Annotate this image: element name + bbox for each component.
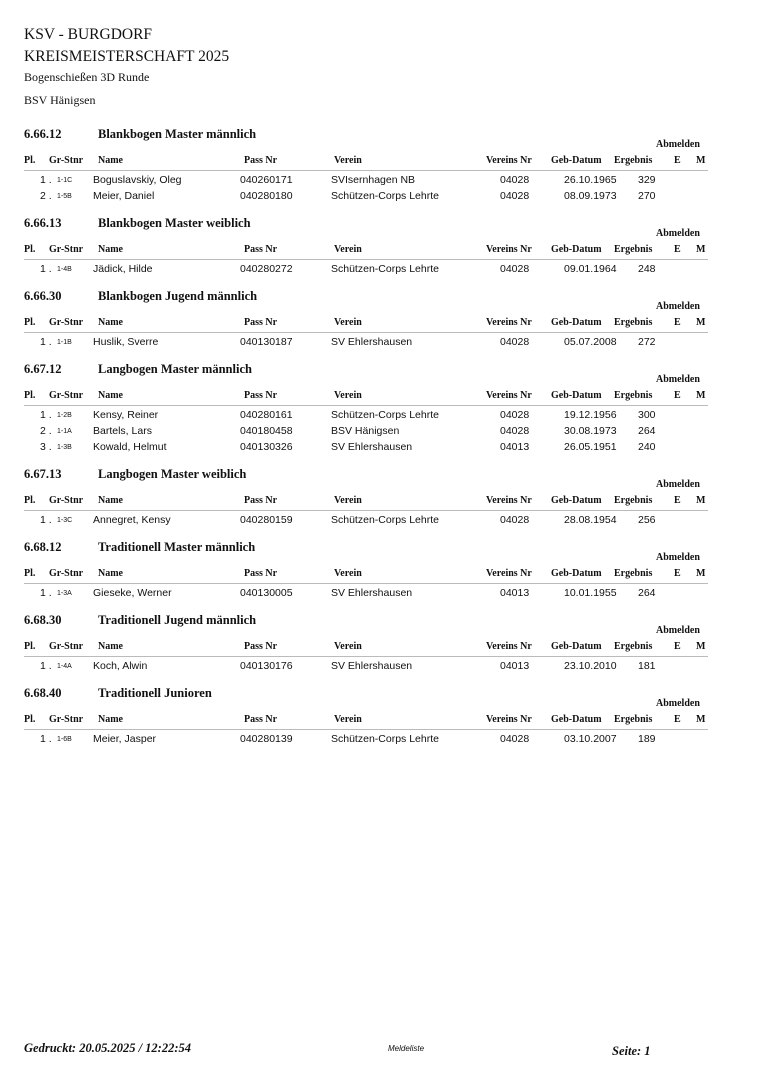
birth-date: 23.10.2010 [564, 660, 617, 672]
pass-number: 040130187 [240, 336, 293, 348]
column-header-verein: Verein [334, 390, 362, 401]
archer-name: Meier, Jasper [93, 733, 157, 745]
column-header-geb: Geb-Datum [551, 641, 602, 652]
place: 2 . [40, 190, 52, 202]
column-header-geb: Geb-Datum [551, 155, 602, 166]
archer-name: Kowald, Helmut [93, 441, 167, 453]
report-type: Meldeliste [388, 1044, 425, 1053]
column-header-vereins-nr: Vereins Nr [486, 317, 532, 328]
score: 189 [638, 733, 656, 745]
column-headers [0, 712, 768, 730]
column-header-e: E [674, 244, 681, 255]
column-header-verein: Verein [334, 155, 362, 166]
table-row [0, 171, 768, 187]
column-header-pass: Pass Nr [244, 390, 278, 401]
score: 181 [638, 660, 656, 672]
category-code: 6.66.12 [24, 127, 62, 141]
score: 329 [638, 174, 656, 186]
column-header-verein: Verein [334, 568, 362, 579]
club-number: 04013 [500, 587, 530, 599]
category-code: 6.68.30 [24, 613, 62, 627]
category-title: Traditionell Master männlich [98, 540, 256, 554]
score: 248 [638, 263, 656, 275]
column-headers [0, 388, 768, 406]
column-header-vereins-nr: Vereins Nr [486, 390, 532, 401]
column-header-m: M [696, 495, 706, 506]
column-header-m: M [696, 714, 706, 725]
table-row [0, 333, 768, 349]
column-header-m: M [696, 317, 706, 328]
table-row [0, 730, 768, 746]
group-stand: 1-6B [57, 736, 72, 743]
club-name: Schützen-Corps Lehrte [331, 190, 439, 202]
column-header-pass: Pass Nr [244, 568, 278, 579]
group-stand: 1-3B [57, 444, 72, 451]
table-row [0, 187, 768, 203]
column-header-geb: Geb-Datum [551, 390, 602, 401]
birth-date: 09.01.1964 [564, 263, 617, 275]
column-header-gr: Gr-Stnr [49, 390, 84, 401]
column-header-name: Name [98, 568, 123, 579]
table-row [0, 406, 768, 422]
club-name: SV Ehlershausen [331, 587, 413, 599]
birth-date: 03.10.2007 [564, 733, 617, 745]
archer-name: Boguslavskiy, Oleg [93, 174, 182, 186]
column-header-pl: Pl. [24, 155, 36, 166]
club-name: Schützen-Corps Lehrte [331, 409, 439, 421]
column-header-e: E [674, 390, 681, 401]
club-number: 04028 [500, 514, 530, 526]
club-name: SV Ehlershausen [331, 336, 413, 348]
pass-number: 040130326 [240, 441, 293, 453]
column-header-pl: Pl. [24, 244, 36, 255]
table-row [0, 422, 768, 438]
column-header-pass: Pass Nr [244, 495, 278, 506]
category-header [0, 288, 768, 312]
birth-date: 28.08.1954 [564, 514, 617, 526]
column-header-pass: Pass Nr [244, 155, 278, 166]
archer-name: Gieseke, Werner [93, 587, 172, 599]
column-header-gr: Gr-Stnr [49, 568, 84, 579]
column-header-erg: Ergebnis [614, 714, 653, 725]
archer-name: Jädick, Hilde [93, 263, 153, 275]
column-header-e: E [674, 568, 681, 579]
abmelden-label: Abmelden [656, 301, 700, 312]
club-number: 04028 [500, 409, 530, 421]
column-header-vereins-nr: Vereins Nr [486, 714, 532, 725]
category-code: 6.68.40 [24, 686, 62, 700]
archer-name: Huslik, Sverre [93, 336, 159, 348]
column-header-pass: Pass Nr [244, 317, 278, 328]
category-header [0, 685, 768, 709]
print-timestamp: Gedruckt: 20.05.2025 / 12:22:54 [24, 1041, 191, 1055]
group-stand: 1-1B [57, 339, 72, 346]
category-title: Langbogen Master weiblich [98, 467, 247, 481]
column-header-erg: Ergebnis [614, 155, 653, 166]
column-header-m: M [696, 244, 706, 255]
archer-name: Koch, Alwin [93, 660, 148, 672]
place: 2 . [40, 425, 52, 437]
column-header-verein: Verein [334, 244, 362, 255]
pass-number: 040130005 [240, 587, 293, 599]
abmelden-label: Abmelden [656, 374, 700, 385]
club-name: Schützen-Corps Lehrte [331, 733, 439, 745]
category-title: Traditionell Junioren [98, 686, 212, 700]
column-header-pl: Pl. [24, 317, 36, 328]
pass-number: 040280180 [240, 190, 293, 202]
club-number: 04013 [500, 660, 530, 672]
abmelden-label: Abmelden [656, 479, 700, 490]
column-headers [0, 493, 768, 511]
score: 256 [638, 514, 656, 526]
pass-number: 040280161 [240, 409, 293, 421]
category-title: Traditionell Jugend männlich [98, 613, 257, 627]
column-header-e: E [674, 714, 681, 725]
pass-number: 040180458 [240, 425, 293, 437]
club-name: SV Ehlershausen [331, 441, 413, 453]
column-header-geb: Geb-Datum [551, 495, 602, 506]
page-number: Seite: 1 [612, 1044, 651, 1058]
column-header-pass: Pass Nr [244, 641, 278, 652]
club-name: Schützen-Corps Lehrte [331, 263, 439, 275]
table-row [0, 584, 768, 600]
place: 1 . [40, 587, 52, 599]
category-title: Langbogen Master männlich [98, 362, 252, 376]
column-header-m: M [696, 155, 706, 166]
club-name: SVIsernhagen NB [331, 174, 416, 186]
column-header-name: Name [98, 641, 123, 652]
column-header-erg: Ergebnis [614, 568, 653, 579]
column-header-name: Name [98, 495, 123, 506]
club-number: 04028 [500, 263, 530, 275]
score: 264 [638, 587, 656, 599]
column-header-gr: Gr-Stnr [49, 155, 84, 166]
column-header-geb: Geb-Datum [551, 317, 602, 328]
club-number: 04028 [500, 425, 530, 437]
column-header-gr: Gr-Stnr [49, 317, 84, 328]
birth-date: 26.05.1951 [564, 441, 617, 453]
column-headers [0, 153, 768, 171]
place: 1 . [40, 514, 52, 526]
abmelden-label: Abmelden [656, 552, 700, 563]
category-code: 6.66.30 [24, 289, 62, 303]
score: 264 [638, 425, 656, 437]
column-header-name: Name [98, 155, 123, 166]
birth-date: 10.01.1955 [564, 587, 617, 599]
club-number: 04028 [500, 336, 530, 348]
column-header-m: M [696, 641, 706, 652]
column-header-vereins-nr: Vereins Nr [486, 568, 532, 579]
column-headers [0, 315, 768, 333]
column-header-pass: Pass Nr [244, 244, 278, 255]
table-row [0, 657, 768, 673]
category-header [0, 126, 768, 150]
abmelden-label: Abmelden [656, 228, 700, 239]
archer-name: Annegret, Kensy [93, 514, 171, 526]
column-header-gr: Gr-Stnr [49, 495, 84, 506]
column-header-geb: Geb-Datum [551, 244, 602, 255]
birth-date: 30.08.1973 [564, 425, 617, 437]
category-code: 6.67.13 [24, 467, 62, 481]
category-header [0, 612, 768, 636]
group-stand: 1-1C [57, 177, 73, 184]
birth-date: 08.09.1973 [564, 190, 617, 202]
category-section [0, 612, 768, 673]
column-headers [0, 242, 768, 260]
column-header-vereins-nr: Vereins Nr [486, 155, 532, 166]
group-stand: 1-4B [57, 266, 72, 273]
column-header-name: Name [98, 317, 123, 328]
header-club: KSV - BURGDORF [24, 26, 153, 43]
score: 270 [638, 190, 656, 202]
abmelden-label: Abmelden [656, 139, 700, 150]
place: 1 . [40, 263, 52, 275]
column-header-gr: Gr-Stnr [49, 244, 84, 255]
results-list [0, 126, 768, 758]
column-header-pl: Pl. [24, 495, 36, 506]
group-stand: 1-1A [57, 428, 72, 435]
club-number: 04013 [500, 441, 530, 453]
column-header-name: Name [98, 714, 123, 725]
column-header-gr: Gr-Stnr [49, 641, 84, 652]
category-code: 6.68.12 [24, 540, 62, 554]
column-header-pl: Pl. [24, 390, 36, 401]
abmelden-label: Abmelden [656, 625, 700, 636]
header-discipline: Bogenschießen 3D Runde [24, 70, 150, 84]
table-row [0, 438, 768, 454]
category-title: Blankbogen Jugend männlich [98, 289, 258, 303]
column-header-erg: Ergebnis [614, 495, 653, 506]
group-stand: 1-2B [57, 412, 72, 419]
category-code: 6.67.12 [24, 362, 62, 376]
column-header-geb: Geb-Datum [551, 568, 602, 579]
pass-number: 040260171 [240, 174, 293, 186]
column-header-e: E [674, 641, 681, 652]
score: 272 [638, 336, 656, 348]
category-header [0, 466, 768, 490]
category-section [0, 539, 768, 600]
birth-date: 19.12.1956 [564, 409, 617, 421]
club-name: SV Ehlershausen [331, 660, 413, 672]
column-header-pass: Pass Nr [244, 714, 278, 725]
club-number: 04028 [500, 174, 530, 186]
place: 1 . [40, 336, 52, 348]
archer-name: Kensy, Reiner [93, 409, 159, 421]
column-header-erg: Ergebnis [614, 244, 653, 255]
column-header-name: Name [98, 244, 123, 255]
archer-name: Meier, Daniel [93, 190, 155, 202]
place: 1 . [40, 409, 52, 421]
club-name: BSV Hänigsen [331, 425, 400, 437]
column-headers [0, 566, 768, 584]
column-header-verein: Verein [334, 317, 362, 328]
column-header-verein: Verein [334, 495, 362, 506]
group-stand: 1-3C [57, 517, 73, 524]
column-header-pl: Pl. [24, 568, 36, 579]
column-header-erg: Ergebnis [614, 317, 653, 328]
table-row [0, 511, 768, 527]
group-stand: 1-5B [57, 193, 72, 200]
category-title: Blankbogen Master weiblich [98, 216, 251, 230]
category-section [0, 685, 768, 746]
birth-date: 05.07.2008 [564, 336, 617, 348]
pass-number: 040280159 [240, 514, 293, 526]
category-section [0, 466, 768, 527]
pass-number: 040280272 [240, 263, 293, 275]
column-header-gr: Gr-Stnr [49, 714, 84, 725]
column-header-e: E [674, 317, 681, 328]
column-header-m: M [696, 390, 706, 401]
column-header-verein: Verein [334, 641, 362, 652]
category-section [0, 361, 768, 454]
column-header-erg: Ergebnis [614, 641, 653, 652]
category-header [0, 215, 768, 239]
category-header [0, 361, 768, 385]
column-header-name: Name [98, 390, 123, 401]
column-header-vereins-nr: Vereins Nr [486, 641, 532, 652]
column-header-erg: Ergebnis [614, 390, 653, 401]
column-header-m: M [696, 568, 706, 579]
column-header-e: E [674, 155, 681, 166]
column-header-e: E [674, 495, 681, 506]
pass-number: 040280139 [240, 733, 293, 745]
column-header-geb: Geb-Datum [551, 714, 602, 725]
score: 300 [638, 409, 656, 421]
column-header-pl: Pl. [24, 641, 36, 652]
club-number: 04028 [500, 733, 530, 745]
category-section [0, 288, 768, 349]
birth-date: 26.10.1965 [564, 174, 617, 186]
column-header-vereins-nr: Vereins Nr [486, 244, 532, 255]
group-stand: 1-3A [57, 590, 72, 597]
place: 1 . [40, 174, 52, 186]
group-stand: 1-4A [57, 663, 72, 670]
category-code: 6.66.13 [24, 216, 62, 230]
category-section [0, 215, 768, 276]
archer-name: Bartels, Lars [93, 425, 152, 437]
column-header-verein: Verein [334, 714, 362, 725]
category-section [0, 126, 768, 203]
place: 1 . [40, 660, 52, 672]
column-headers [0, 639, 768, 657]
column-header-pl: Pl. [24, 714, 36, 725]
place: 3 . [40, 441, 52, 453]
pass-number: 040130176 [240, 660, 293, 672]
column-header-vereins-nr: Vereins Nr [486, 495, 532, 506]
category-title: Blankbogen Master männlich [98, 127, 257, 141]
club-number: 04028 [500, 190, 530, 202]
abmelden-label: Abmelden [656, 698, 700, 709]
club-name: Schützen-Corps Lehrte [331, 514, 439, 526]
place: 1 . [40, 733, 52, 745]
table-row [0, 260, 768, 276]
header-event: KREISMEISTERSCHAFT 2025 [24, 48, 230, 65]
score: 240 [638, 441, 656, 453]
category-header [0, 539, 768, 563]
header-host: BSV Hänigsen [24, 93, 96, 107]
